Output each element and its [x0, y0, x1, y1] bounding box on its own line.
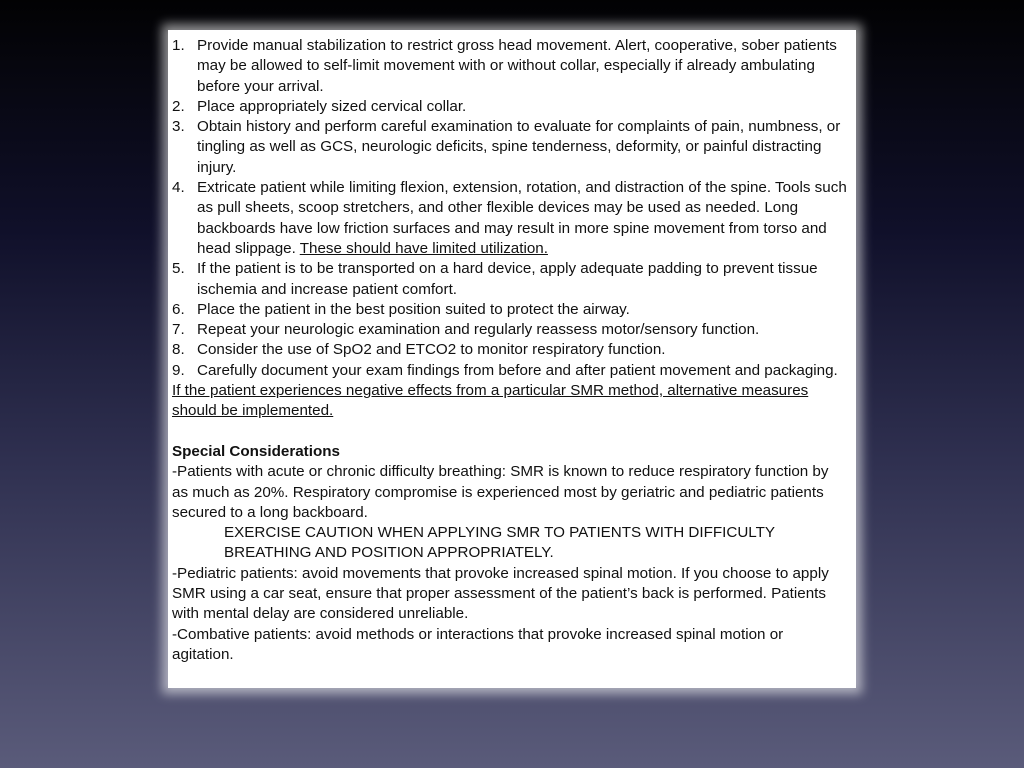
step-text: Consider the use of SpO2 and ETCO2 to monitor respiratory function. — [197, 341, 666, 359]
step-number: 1. — [172, 37, 185, 54]
list-item — [172, 340, 848, 360]
step-number: 7. — [172, 321, 185, 339]
smr-steps-list — [172, 36, 848, 381]
step-text: If the patient is to be transported on a hard device, apply adequate padding to prevent tissue ischemia and increase patient comfort. — [197, 260, 818, 298]
pediatric-consideration: -Pediatric patients: avoid movements that provoke increased spinal motion. If you choose to apply SMR using a car seat, ensure that proper assessment of the patient’s back is performed. Patients with mental delay are considered unreliable. — [172, 564, 829, 623]
document-panel — [168, 30, 856, 688]
step-underlined-text: These should have limited utilization. — [299, 239, 548, 257]
step-number: 9. — [172, 361, 185, 379]
list-item — [172, 300, 848, 320]
special-considerations-heading: Special Considerations — [172, 442, 340, 460]
list-item — [172, 178, 848, 259]
step-number: 6. — [172, 300, 185, 318]
step-text: Extricate patient while limiting flexion, extension, rotation, and distraction of the spine. Tools such as pull sheets, scoop stretchers, and other flexible devices may be used as needed. Long backboards have low friction surfaces and may result in more spine movement from torso and head slippage. — [197, 179, 847, 257]
caution-warning: EXERCISE CAUTION WHEN APPLYING SMR TO PATIENTS WITH DIFFICULTY BREATHING AND POSITION APPROPRIATELY. — [224, 524, 775, 562]
combative-consideration: -Combative patients: avoid methods or interactions that provoke increased spinal motion or agitation. — [172, 625, 784, 663]
step-text: Place appropriately sized cervical collar. — [197, 97, 467, 115]
spacer — [172, 422, 848, 442]
list-item — [172, 117, 848, 178]
step-number: 8. — [172, 341, 185, 359]
step-text: Obtain history and perform careful examination to evaluate for complaints of pain, numbness, or tingling as well as GCS, neurologic deficits, spine tenderness, deformity, or painful distracting injury. — [197, 118, 841, 176]
step-number: 5. — [172, 260, 185, 278]
alternative-measures-note: If the patient experiences negative effects from a particular SMR method, alternative measures should be implemented. — [172, 382, 809, 420]
list-item — [172, 259, 848, 300]
list-item — [172, 361, 848, 381]
step-text: Provide manual stabilization to restrict gross head movement. Alert, cooperative, sober patients may be allowed to self-limit movement with or without collar, especially if already ambulating before your arrival. — [197, 37, 837, 95]
step-text: Place the patient in the best position suited to protect the airway. — [197, 300, 630, 318]
step-text: Carefully document your exam findings from before and after patient movement and packaging. — [197, 361, 838, 379]
step-text: Repeat your neurologic examination and regularly reassess motor/sensory function. — [197, 321, 760, 339]
step-number: 3. — [172, 118, 185, 136]
step-number: 2. — [172, 97, 185, 115]
list-item — [172, 320, 848, 340]
list-item — [172, 97, 848, 117]
step-number: 4. — [172, 179, 185, 197]
list-item — [172, 36, 848, 97]
respiratory-consideration: -Patients with acute or chronic difficulty breathing: SMR is known to reduce respiratory function by as much as 20%. Respiratory compromise is experienced most by geriatric and pediatric patients secured to a long backboard. — [172, 463, 829, 521]
